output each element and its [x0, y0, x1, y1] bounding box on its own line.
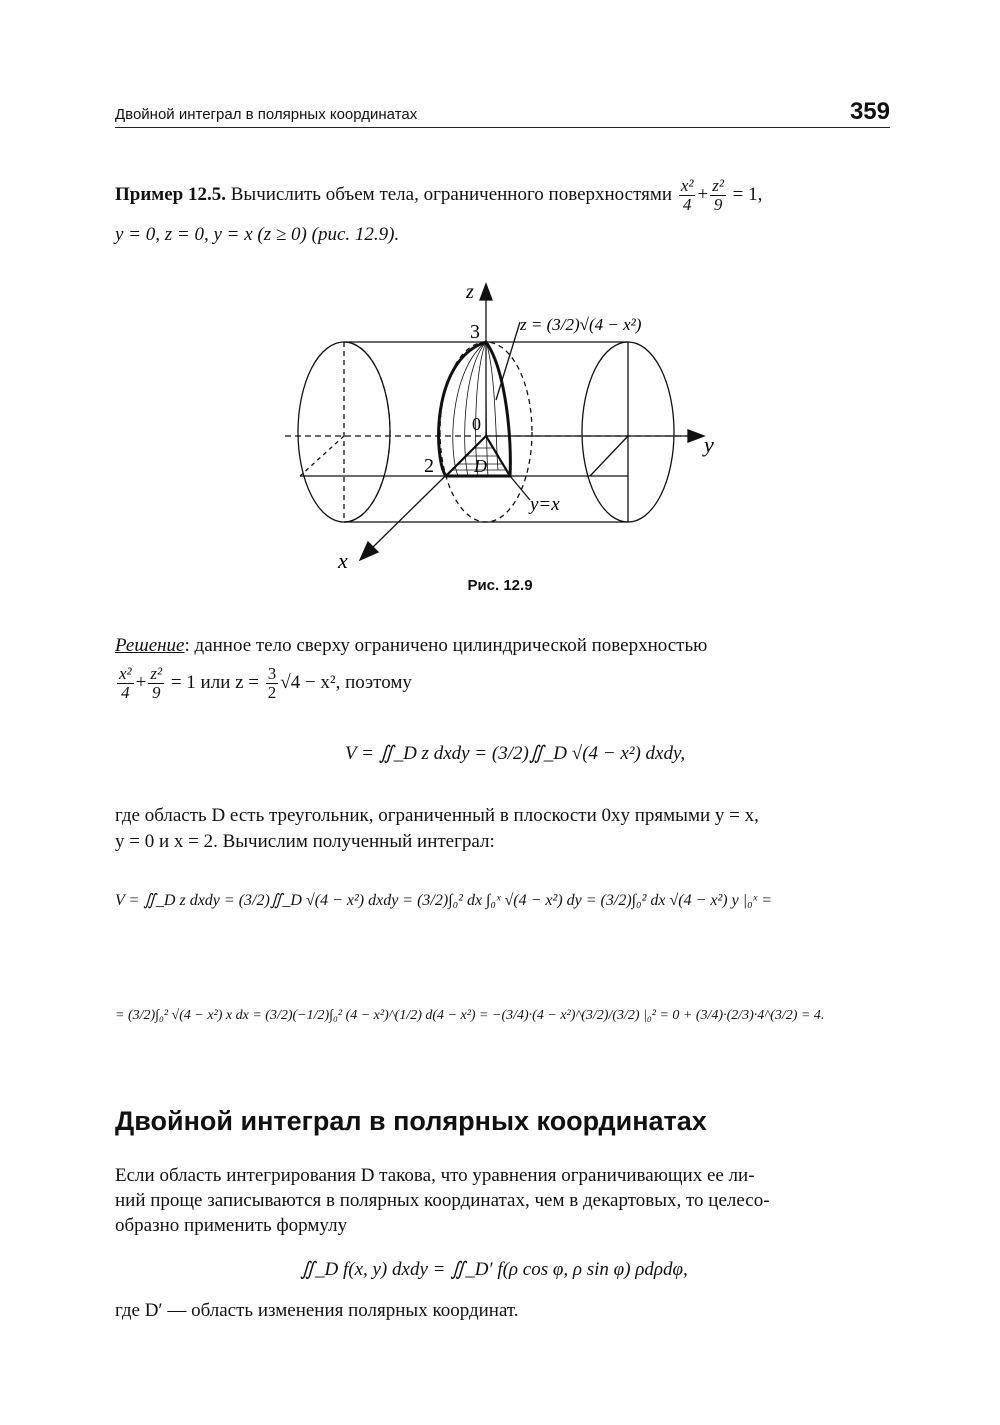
- label-z: z: [466, 281, 474, 303]
- solution-line-1: [115, 633, 890, 658]
- label-surface: z = (3/2)√(4 − x²): [520, 315, 642, 334]
- label-d: D: [474, 456, 487, 476]
- example-line-1: Пример 12.5. Вычислить объем тела, ограниченного поверхностями $\frac{\text{x²}}{4}$ + $\frac{\text{z²}}{9}$ = 1,: [115, 176, 763, 214]
- label-x: x: [338, 548, 348, 573]
- example-text: Вычислить объем тела, ограниченного поверхностями: [230, 183, 673, 205]
- solution-line-2: $\frac{\text{x²}}{4}$ + $\frac{\text{z²}}{9}$ = 1 или z = $\frac{3}{2}$ √4 − x², поэтому: [119, 664, 412, 702]
- figure-12-9: [0, 0, 1000, 600]
- page-number: 359: [849, 98, 890, 125]
- formula-2: V = ∬_D z dxdy = (3/2)∬_D √(4 − x²) dxdy = (3/2)∫₀² dx ∫₀ˣ √(4 − x²) dy = (3/2)∫₀² dx √(4 − x²) y |₀ˣ =: [115, 892, 772, 909]
- label-3: 3: [470, 321, 480, 343]
- section-formula: ∬_D f(x, y) dxdy = ∬_D′ f(ρ cos φ, ρ sin φ) ρdρdφ,: [300, 1259, 688, 1280]
- formula-3: = (3/2)∫₀² √(4 − x²) x dx = (3/2)(−1/2)∫₀² (4 − x²)^(1/2) d(4 − x²) = −(3/4)·(4 − x²)^(3/2)/(3/2) |₀² = 0 + (3/4)·(2/3)·4^(3/2) = 4.: [115, 1008, 825, 1023]
- example-eq-tail: = 1,: [732, 183, 763, 205]
- solution-line-3: где область D есть треугольник, ограниченный в плоскости 0xy прямыми y = x,: [115, 805, 759, 826]
- formula-1: V = ∬_D z dxdy = (3/2)∬_D √(4 − x²) dxdy,: [345, 743, 686, 764]
- solution-lead: Решение: [115, 635, 185, 656]
- example-line-2: y = 0, z = 0, y = x (z ≥ 0) (рис. 12.9).: [115, 224, 400, 245]
- label-y: y: [704, 432, 714, 457]
- section-para-1: Если область интегрирования D такова, что уравнения ограничивающих ее ли-: [115, 1165, 755, 1186]
- section-para-3: образно применить формулу: [115, 1215, 348, 1236]
- solution-text-2b: √4 − x², поэтому: [280, 671, 412, 693]
- section-para-2: ний проще записываются в полярных координатах, чем в декартовых, то целесо-: [115, 1190, 770, 1211]
- label-0: 0: [472, 414, 481, 434]
- solution-text-2a: = 1 или z =: [170, 671, 260, 693]
- fraction-x2-4: $\frac{\text{x²}}{4}$: [680, 176, 694, 214]
- solution-text-1: : данное тело сверху ограничено цилиндрической поверхностью: [184, 635, 708, 656]
- running-title: Двойной интеграл в полярных координатах: [115, 106, 418, 123]
- cylinder-left-dashed: [344, 342, 390, 522]
- label-2: 2: [424, 455, 434, 477]
- section-para-4: где D′ — область изменения полярных координат.: [115, 1300, 519, 1321]
- fraction-x2-4-b: $\frac{\text{x²}}{4}$: [119, 664, 132, 702]
- fraction-z2-9: $\frac{\text{z²}}{9}$: [712, 176, 724, 214]
- figure-caption: Рис. 12.9: [467, 577, 533, 594]
- example-label: Пример 12.5.: [115, 183, 226, 205]
- section-title: Двойной интеграл в полярных координатах: [115, 1106, 707, 1136]
- fraction-z2-9-b: $\frac{\text{z²}}{9}$: [150, 664, 163, 702]
- fraction-3-2: $\frac{3}{2}$: [267, 664, 277, 702]
- solution-line-4: y = 0 и x = 2. Вычислим полученный интеграл:: [115, 831, 495, 852]
- label-y-equals-x: y=x: [530, 494, 560, 515]
